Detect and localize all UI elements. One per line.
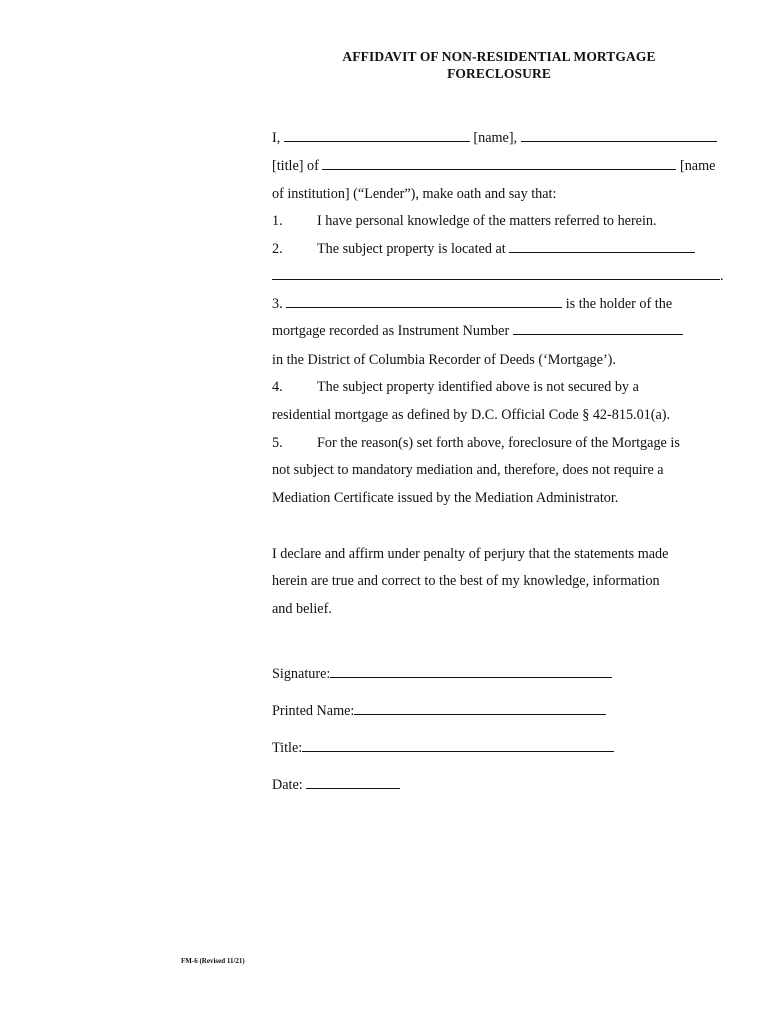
item-2 <box>272 240 695 258</box>
declaration-line-3: and belief. <box>272 601 332 617</box>
item-5 <box>272 434 680 452</box>
item-3 <box>272 295 672 313</box>
intro-line-1 <box>272 129 717 147</box>
title-field[interactable] <box>302 739 614 752</box>
holder-blank[interactable] <box>286 295 562 308</box>
form-footer: FM-6 (Revised 11/21) <box>181 957 245 965</box>
signature-field[interactable] <box>330 665 612 678</box>
item-1 <box>272 212 657 230</box>
item-1-text: I have personal knowledge of the matters referred to herein. <box>317 213 657 229</box>
instrument-number-blank[interactable] <box>513 322 683 335</box>
printed-name-label: Printed Name: <box>272 703 355 719</box>
item-5-cont-2: Mediation Certificate issued by the Mediation Administrator. <box>272 490 619 506</box>
item-3-number: 3. <box>272 296 283 312</box>
item-2-end: . <box>720 268 724 284</box>
item-4-text: The subject property identified above is not secured by a <box>317 379 639 395</box>
title-row <box>272 739 614 757</box>
document-title-line-2: FORECLOSURE <box>447 66 551 81</box>
property-location-blank[interactable] <box>509 240 695 253</box>
instrument-label: mortgage recorded as Instrument Number <box>272 323 510 339</box>
name-blank[interactable] <box>284 129 470 142</box>
title-field-label: Title: <box>272 740 303 756</box>
signature-label: Signature: <box>272 666 331 682</box>
date-field[interactable] <box>306 776 400 789</box>
property-location-blank-2[interactable] <box>272 267 720 280</box>
item-2-number: 2. <box>272 241 283 257</box>
declaration-line-2: herein are true and correct to the best of my knowledge, information <box>272 573 660 589</box>
title-label: [title] of <box>272 158 319 174</box>
name-label: [name], <box>473 130 518 146</box>
item-5-number: 5. <box>272 435 283 451</box>
declaration-line-1: I declare and affirm under penalty of perjury that the statements made <box>272 546 669 562</box>
item-5-cont-1: not subject to mandatory mediation and, therefore, does not require a <box>272 462 664 478</box>
item-3-text: is the holder of the <box>565 296 673 312</box>
item-5-text: For the reason(s) set forth above, foreclosure of the Mortgage is <box>317 435 680 451</box>
printed-name-field[interactable] <box>354 702 606 715</box>
item-2-cont <box>272 267 724 285</box>
intro-line-3: of institution] (“Lender”), make oath and say that: <box>272 186 557 202</box>
name-of-label: [name <box>679 158 716 174</box>
intro-line-2 <box>272 157 715 175</box>
institution-blank[interactable] <box>322 157 676 170</box>
item-2-text: The subject property is located at <box>317 241 506 257</box>
item-4-number: 4. <box>272 379 283 395</box>
printed-name-row <box>272 702 606 720</box>
date-label: Date: <box>272 777 303 793</box>
item-1-number: 1. <box>272 213 283 229</box>
item-4 <box>272 378 639 396</box>
item-3-cont-2: in the District of Columbia Recorder of Deeds (‘Mortgage’). <box>272 352 616 368</box>
date-row <box>272 776 400 794</box>
signature-row <box>272 665 612 683</box>
item-3-cont-1 <box>272 322 683 340</box>
item-4-cont: residential mortgage as defined by D.C. Official Code § 42-815.01(a). <box>272 407 671 423</box>
intro-i: I, <box>272 130 281 146</box>
document-title-line-1: AFFIDAVIT OF NON-RESIDENTIAL MORTGAGE <box>342 49 656 64</box>
name-blank-2[interactable] <box>521 129 717 142</box>
